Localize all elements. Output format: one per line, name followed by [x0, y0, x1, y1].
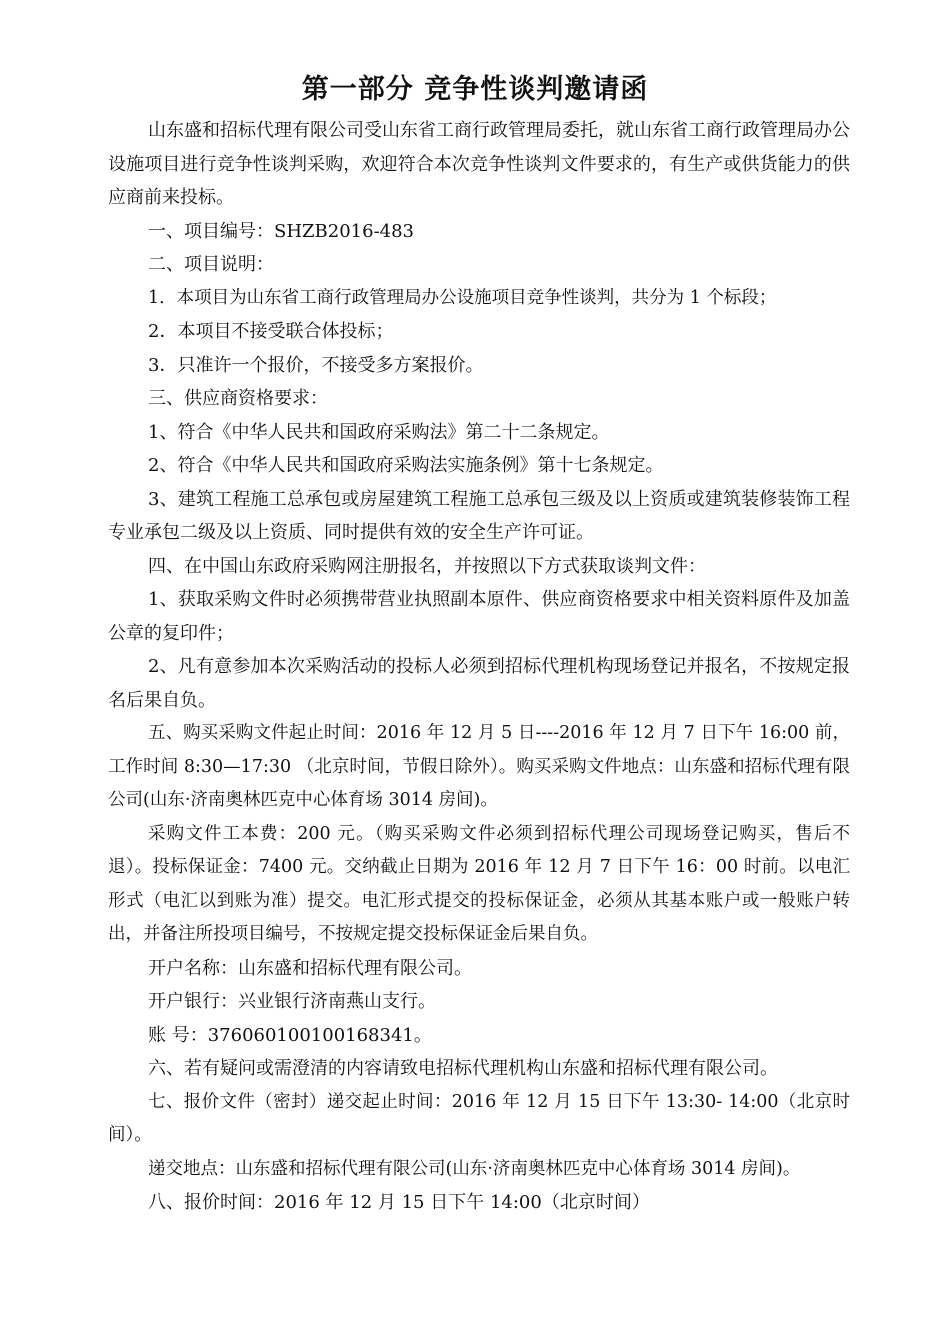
qualification-item-2: 2、符合《中华人民共和国政府采购法实施条例》第十七条规定。: [148, 455, 664, 476]
submission-location: 递交地点：山东盛和招标代理有限公司(山东·济南奥林匹克中心体育场 3014 房间)。: [148, 1158, 801, 1179]
registration-item-1: 1、获取采购文件时必须携带营业执照副本原件、供应商资格要求中相关资料原件及加盖公章的复印件；: [108, 589, 850, 644]
document-body: [108, 114, 850, 1220]
section-heading-project-description: 二、项目说明：: [148, 254, 274, 275]
project-description-item-1: 1．本项目为山东省工商行政管理局办公设施项目竞争性谈判，共分为 1 个标段；: [148, 287, 777, 308]
qualification-item-3: 3、建筑工程施工总承包或房屋建筑工程施工总承包三级及以上资质或建筑装修装饰工程专业承包二级及以上资质、同时提供有效的安全生产许可证。: [108, 488, 850, 543]
page-title: 第一部分 竞争性谈判邀请函: [301, 74, 649, 105]
project-description-item-2: 2．本项目不接受联合体投标；: [148, 321, 394, 342]
account-number: 账 号：376060100100168341。: [148, 1024, 432, 1046]
project-description-item-3: 3．只准许一个报价，不接受多方案报价。: [148, 354, 484, 376]
section-heading-registration: 四、在中国山东政府采购网注册报名，并按照以下方式获取谈判文件：: [148, 555, 706, 577]
registration-item-2: 2、凡有意参加本次采购活动的投标人必须到招标代理机构现场登记并报名，不按规定报名后果自负。: [108, 656, 850, 711]
quotation-time: 八、报价时间：2016 年 12 月 15 日下午 14:00（北京时间）: [148, 1192, 650, 1213]
contact-info: 六、若有疑问或需澄清的内容请致电招标代理机构山东盛和招标代理有限公司。: [148, 1058, 778, 1079]
intro-paragraph: 山东盛和招标代理有限公司受山东省工商行政管理局委托，就山东省工商行政管理局办公设施项目进行竞争性谈判采购，欢迎符合本次竞争性谈判文件要求的，有生产或供货能力的供应商前来投标。: [108, 120, 850, 208]
account-bank: 开户银行：兴业银行济南燕山支行。: [148, 991, 436, 1012]
submission-period: 七、报价文件（密封）递交起止时间：2016 年 12 月 15 日下午 13:30- 14:00（北京时间）。: [108, 1091, 850, 1145]
project-number: 一、项目编号：SHZB2016-483: [148, 220, 415, 242]
purchase-period: 五、购买采购文件起止时间：2016 年 12 月 5 日----2016 年 12 月 7 日下午 16:00 前，工作时间 8:30—17:30 （北京时间，节假日除外）。购买采购文件地点：山东盛和招标代理有限公司(山东·济南奥林匹克中心体育场 3014 房间)。: [108, 723, 850, 810]
section-heading-qualifications: 三、供应商资格要求：: [148, 388, 328, 409]
account-name: 开户名称：山东盛和招标代理有限公司。: [148, 957, 472, 979]
qualification-item-1: 1、符合《中华人民共和国政府采购法》第二十二条规定。: [148, 421, 610, 443]
fees-and-deposit: 采购文件工本费：200 元。（购买采购文件必须到招标代理公司现场登记购买，售后不退）。投标保证金：7400 元。交纳截止日期为 2016 年 12 月 7 日下午 16：00 时前。以电汇形式（电汇以到账为准）提交。电汇形式提交的投标保证金，必须从其基本账户或一般账户转出，并备注所投项目编号，不按规定提交投标保证金后果自负。: [108, 823, 850, 944]
